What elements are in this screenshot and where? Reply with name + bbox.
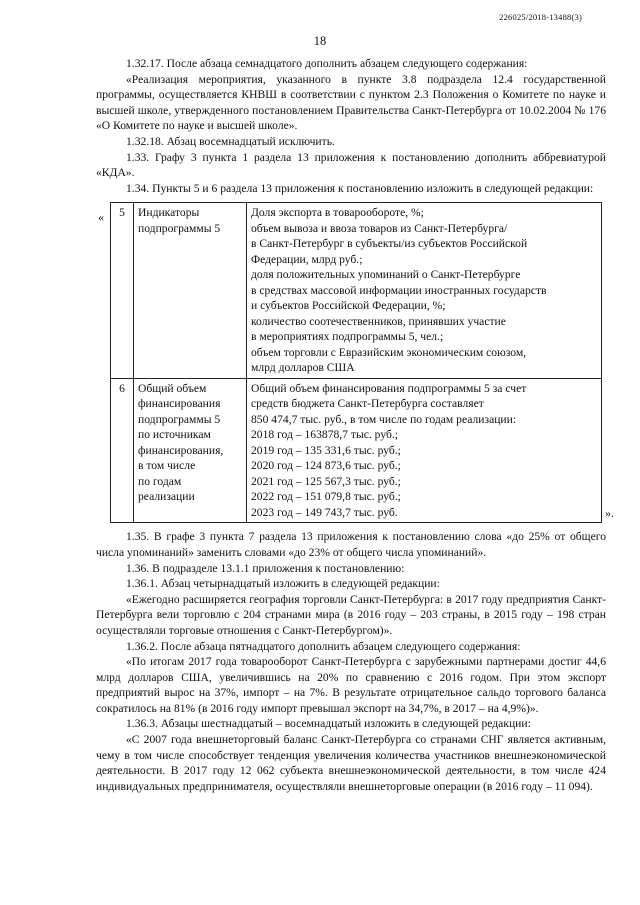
- row-value-line: 2023 год – 149 743,7 тыс. руб.: [251, 505, 398, 519]
- paragraphs-before-table: [96, 56, 606, 196]
- paragraph: 1.36. В подразделе 13.1.1 приложения к постановлению:: [126, 561, 405, 575]
- row-value-line: 2021 год – 125 567,3 тыс. руб.;: [251, 474, 401, 488]
- row-number: 5: [111, 203, 134, 379]
- paragraph: «По итогам 2017 года товарооборот Санкт-Петербурга с зарубежными партнерами достиг 44,6 млрд долларов США, увеличившись на 20% по сравнению с 2016 годом. При этом экспорт предприятий вырос на 37%, импорт – на 7%. В результате отрицательное сальдо торгового баланса сократилось на 81% (в 2016 году импорт превышал экспорт на 34,7%, в 2017 – на 4,9%)».: [96, 655, 606, 715]
- row-name-cell: [134, 378, 247, 523]
- row-name-line: финансирования,: [138, 443, 224, 457]
- row-name-line: в том числе: [138, 459, 196, 473]
- paragraph: 1.32.18. Абзац восемнадцатый исключить.: [126, 134, 335, 148]
- page-number: 18: [313, 34, 327, 48]
- row-value-line: 850 474,7 тыс. руб., в том числе по годам реализации:: [251, 412, 517, 426]
- row-value-line: объем торговли с Евразийским экономическим союзом,: [251, 345, 527, 359]
- row-name-line: реализации: [138, 490, 195, 504]
- paragraph: 1.33. Графу 3 пункта 1 раздела 13 приложения к постановлению дополнить аббревиатурой «КДА».: [96, 150, 606, 180]
- paragraph: «Ежегодно расширяется география торговли Санкт-Петербурга: в 2017 году предприятия Санкт-Петербурга вели торговлю с 204 странами мира (в 2016 году – 203 страны, в 2015 году – 198 стран осуществляли торговые отношения с Санкт-Петербургом)».: [96, 592, 606, 637]
- row-value-line: 2018 год – 163878,7 тыс. руб.;: [251, 428, 398, 442]
- row-value-line: количество соотечественников, принявших участие: [251, 314, 506, 328]
- row-value-line: в Санкт-Петербург в субъекты/из субъектов Российской: [251, 237, 528, 251]
- row-name-line: Общий объем: [138, 381, 207, 395]
- row-value-line: в мероприятиях подпрограммы 5, чел.;: [251, 330, 444, 344]
- paragraph: 1.32.17. После абзаца семнадцатого дополнить абзацем следующего содержания:: [126, 57, 528, 70]
- row-value-line: 2022 год – 151 079,8 тыс. руб.;: [251, 490, 401, 504]
- row-value-line: 2020 год – 124 873,6 тыс. руб.;: [251, 459, 401, 473]
- table-row: [111, 203, 602, 379]
- subprogram-table: [110, 202, 602, 523]
- row-value-line: в средствах массовой информации иностранных государств: [251, 283, 547, 297]
- paragraph: 1.35. В графе 3 пункта 7 раздела 13 приложения к постановлению слова «до 25% от общего числа упоминаний» заменить словами «до 23% от общего числа упоминаний».: [96, 530, 606, 559]
- row-value-cell: [247, 203, 602, 379]
- paragraph: «С 2007 года внешнеторговый баланс Санкт-Петербурга со странами СНГ является активным, чему в том числе способствует тенденция увеличения количества участников внешнеэкономической деятельности. В 2017 году 12 062 субъекта внешнеэкономической деятельности, в том числе 424 индивидуальных предпринимателя, осуществляли внешнеторговые операции (в 2016 году – 11 094).: [96, 733, 606, 793]
- paragraph: «Реализация мероприятия, указанного в пункте 3.8 подраздела 12.4 государственной программы, осуществляется КНВШ в соответствии с пунктом 2.3 Положения о Комитете по науке и высшей школе, утвержденного постановлением Правительства Санкт-Петербурга от 10.02.2004 № 176 «О Комитете по науке и высшей школе».: [96, 72, 606, 133]
- table-close-quote: ».: [605, 505, 614, 520]
- row-name-line: подпрограммы 5: [138, 221, 221, 235]
- paragraph: 1.36.1. Абзац четырнадцатый изложить в следующей редакции:: [126, 577, 440, 591]
- row-value-line: Федерации, млрд руб.;: [251, 252, 363, 266]
- row-value-cell: [247, 378, 602, 523]
- row-value-line: млрд долларов США: [251, 361, 355, 375]
- row-value-line: доля положительных упоминаний о Санкт-Петербурге: [251, 268, 521, 282]
- paragraph: 1.36.3. Абзацы шестнадцатый – восемнадцатый изложить в следующей редакции:: [126, 717, 531, 731]
- paragraphs-after-table: [96, 529, 606, 794]
- row-value-line: средств бюджета Санкт-Петербурга составляет: [251, 397, 484, 411]
- row-value-line: объем вывоза и ввоза товаров из Санкт-Петербурга/: [251, 221, 508, 235]
- row-name-line: Индикаторы: [138, 206, 200, 220]
- table-open-quote: «: [98, 210, 104, 225]
- row-value-line: Доля экспорта в товарообороте, %;: [251, 206, 424, 220]
- paragraph: 1.34. Пункты 5 и 6 раздела 13 приложения к постановлению изложить в следующей редакции:: [126, 181, 594, 195]
- row-name-line: по источникам: [138, 428, 211, 442]
- row-name-line: по годам: [138, 474, 182, 488]
- row-name-line: финансирования: [138, 397, 221, 411]
- row-name-cell: [134, 203, 247, 379]
- row-number: 6: [111, 378, 134, 523]
- paragraph: 1.36.2. После абзаца пятнадцатого дополнить абзацем следующего содержания:: [126, 639, 521, 653]
- subprogram-table-block: [96, 202, 614, 523]
- row-value-line: Общий объем финансирования подпрограммы 5 за счет: [251, 381, 527, 395]
- row-value-line: 2019 год – 135 331,6 тыс. руб.;: [251, 443, 401, 457]
- table-row: [111, 378, 602, 523]
- document-id: 226025/2018-13488(3): [499, 12, 582, 22]
- row-value-line: и субъектов Российской Федерации, %;: [251, 299, 446, 313]
- row-name-line: подпрограммы 5: [138, 412, 221, 426]
- document-body: [96, 56, 614, 794]
